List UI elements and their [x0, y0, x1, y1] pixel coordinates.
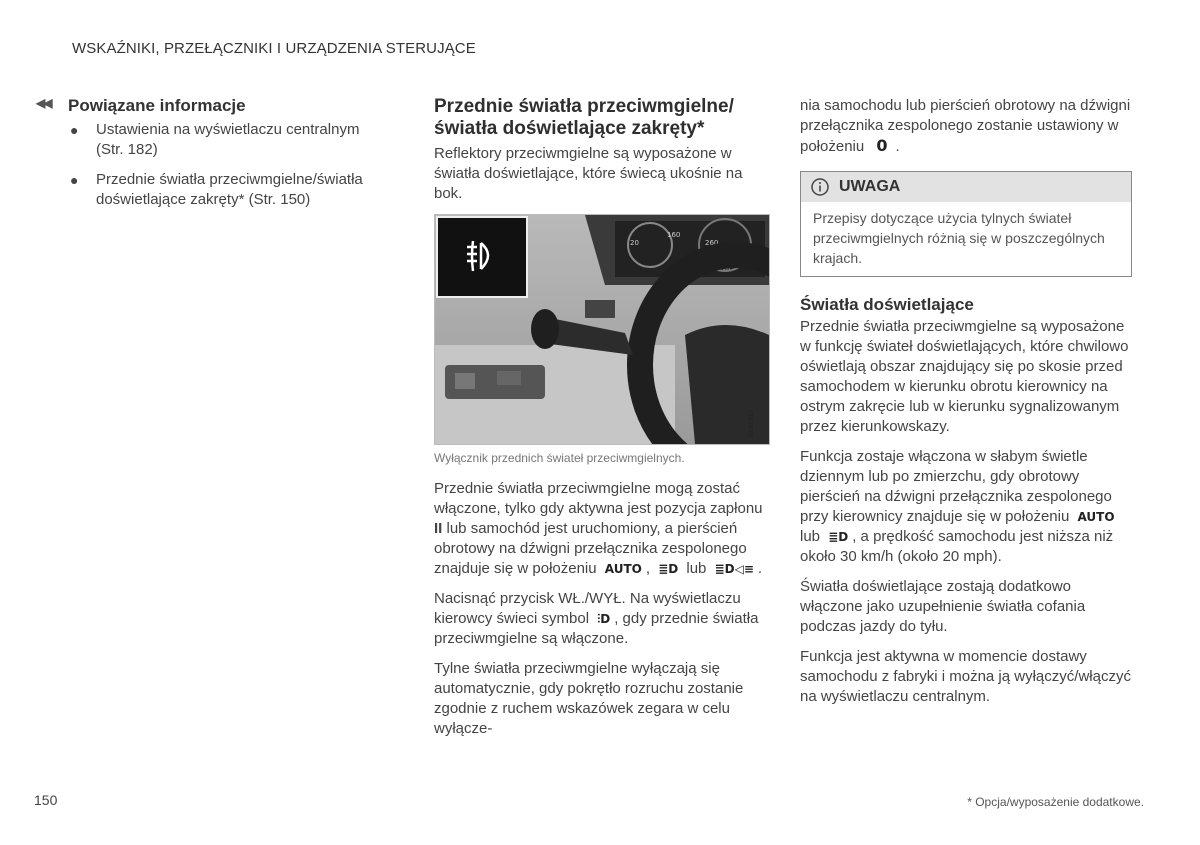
fog-light-icon: ⫶D: [597, 612, 611, 626]
auto-symbol: AUTO: [604, 562, 642, 576]
fog-light-switch-figure: [434, 214, 770, 445]
info-icon: [811, 178, 829, 196]
main-beam-icon: ≣D◁≡: [714, 562, 754, 576]
right-paragraph-1: Przednie światła przeciwmgielne są wyposażone w funkcję świateł doświetlających, które chwilowo oświetlają obszar znajdujący się po skosie przed samochodem w kierunku obrotu kierownicy na ostrym zakręcie lub w kierunku sygnalizowanym przez kierunkowskazy.: [800, 318, 1129, 435]
bullet-icon: ●: [70, 172, 79, 188]
related-link-fog-lights[interactable]: ● Przednie światła przeciwmgielne/światła doświetlające zakręty* (Str. 150): [70, 171, 363, 208]
footnote: * Opcja/wyposażenie dodatkowe.: [967, 795, 1144, 809]
related-info-title: [36, 96, 376, 116]
page-number: 150: [34, 792, 58, 808]
page-header: WSKAŹNIKI, PRZEŁĄCZNIKI I URZĄDZENIA STERUJĄCE: [72, 40, 476, 57]
note-header: [801, 172, 1131, 202]
main-section: [434, 96, 770, 749]
intro-paragraph: Reflektory przeciwmgielne są wyposażone w światła doświetlające, które świecą ukośnie na bok.: [434, 145, 743, 202]
related-info-list: [36, 120, 376, 210]
speedometer-label: 20: [630, 239, 639, 247]
right-paragraph-4: Funkcja jest aktywna w momencie dostawy samochodu z fabryki i można ją wyłączyć/włączyć na wyświetlaczu centralnym.: [800, 648, 1131, 705]
dipped-beam-icon: ≣D: [828, 530, 849, 544]
speedometer-label: 260: [705, 239, 719, 247]
continued-paragraph: nia samochodu lub pierścień obrotowy na dźwigni przełącznika zespolonego zostanie ustawiony w położeniu 0 .: [800, 97, 1131, 155]
figure-caption: Wyłącznik przednich świateł przeciwmgielnych.: [434, 451, 685, 465]
right-paragraph-2: Funkcja zostaje włączona w słabym świetle dziennym lub po zmierzchu, gdy obrotowy pierścień na dźwigni przełącznika zespolonego przy kierownicy znajduje się w położeniu AUTO lub ≣D , a prędkość samochodu jest niższa niż około 30 km/h (około 20 mph).: [800, 448, 1115, 565]
double-chevron-left-icon: ◀◀: [36, 96, 51, 110]
paragraph-3: Tylne światła przeciwmgielne wyłączają się automatycznie, gdy pokrętło rozruchu zostanie zgodnie z ruchem wskazówek zegara w celu wyłącze-: [434, 660, 744, 737]
speedometer-label: 160: [667, 231, 681, 239]
related-link-central-display[interactable]: ● Ustawienia na wyświetlaczu centralnym (Str. 182): [70, 121, 360, 158]
section-title: Przednie światła przeciwmgielne/ światła doświetlające zakręty*: [434, 96, 734, 139]
note-box: [800, 171, 1132, 277]
auto-symbol: AUTO: [1077, 510, 1115, 524]
paragraph-1: Przednie światła przeciwmgielne mogą zostać włączone, tylko gdy aktywna jest pozycja zapłonu II lub samochód jest uruchomiony, a pierścień obrotowy na dźwigni przełącznika zespolonego znajduje się w położeniu AUTO , ≣D lub ≣D◁≡ .: [434, 480, 763, 577]
bullet-icon: ●: [70, 122, 79, 138]
dashboard-illustration: [435, 215, 769, 444]
related-info-label: Powiązane informacje: [68, 96, 246, 115]
dipped-beam-icon: ≣D: [658, 562, 679, 576]
figure-code: G062912: [748, 409, 755, 437]
right-paragraph-3: Światła doświetlające zostają dodatkowo włączone jako uzupełnienie światła cofania podczas jazdy do tyłu.: [800, 578, 1086, 635]
note-title: UWAGA: [839, 178, 901, 195]
paragraph-2: Nacisnąć przycisk WŁ./WYŁ. Na wyświetlaczu kierowcy świeci symbol ⫶D , gdy przednie światła przeciwmgielne są włączone.: [434, 590, 759, 647]
note-body: Przepisy dotyczące użycia tylnych świateł przeciwmgielnych różnią się w poszczególnych krajach.: [813, 210, 1105, 266]
subsection-title: Światła doświetlające: [800, 295, 974, 314]
right-column: [800, 96, 1132, 717]
trip-readout: Trip 1 8 2 4 km: [693, 266, 731, 272]
related-info-section: [36, 96, 376, 220]
zero-position-symbol: 0: [876, 136, 888, 155]
